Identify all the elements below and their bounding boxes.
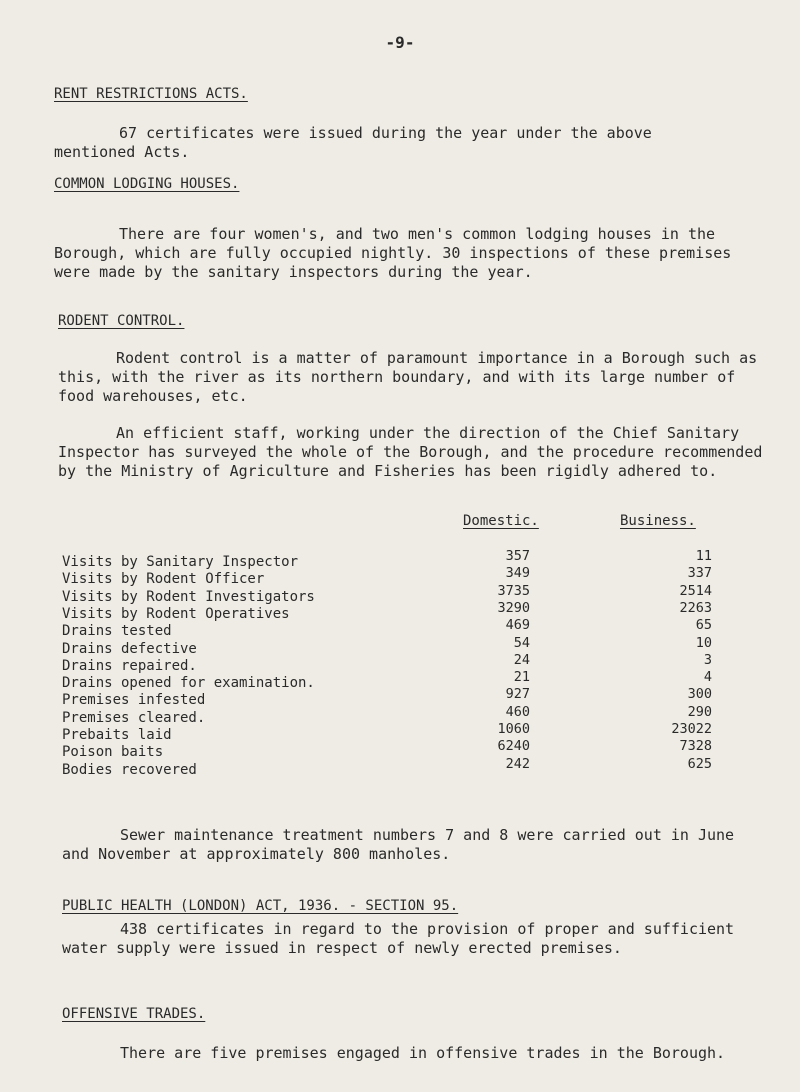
row-label: Premises cleared. — [62, 710, 206, 726]
row-label: Bodies recovered — [62, 762, 197, 778]
paragraph-public-health-act: 438 certificates in regard to the provision of proper and sufficient water supply were issued in respect of newly erected premises. — [62, 920, 735, 957]
cell-business: 2514 — [679, 583, 712, 599]
column-header-business: Business. — [620, 513, 696, 529]
cell-business: 625 — [687, 756, 712, 772]
cell-domestic: 24 — [513, 652, 530, 668]
cell-domestic: 54 — [513, 635, 530, 651]
cell-business: 3 — [703, 652, 712, 668]
heading-rodent-control: RODENT CONTROL. — [58, 313, 185, 329]
heading-offensive-trades: OFFENSIVE TRADES. — [62, 1006, 206, 1022]
heading-rent-restrictions: RENT RESTRICTIONS ACTS. — [54, 86, 248, 102]
cell-business: 4 — [703, 669, 712, 685]
row-label: Premises infested — [62, 692, 206, 708]
row-label: Poison baits — [62, 744, 164, 760]
cell-business: 337 — [687, 565, 712, 581]
cell-domestic: 242 — [505, 756, 530, 772]
cell-business: 300 — [687, 686, 712, 702]
cell-business: 290 — [687, 704, 712, 720]
paragraph-offensive-trades: There are five premises engaged in offensive trades in the Borough. — [120, 1044, 726, 1062]
paragraph-common-lodging-houses: There are four women's, and two men's common lodging houses in the Borough, which are fully occupied nightly. 30 inspections of these premises were made by the sanitary inspectors during the year. — [54, 225, 732, 281]
row-label: Drains repaired. — [62, 658, 197, 674]
cell-domestic: 21 — [513, 669, 530, 685]
row-label: Drains defective — [62, 641, 197, 657]
row-label: Visits by Sanitary Inspector — [62, 554, 299, 570]
cell-domestic: 460 — [505, 704, 530, 720]
row-label: Visits by Rodent Investigators — [62, 589, 315, 605]
cell-business: 10 — [695, 635, 712, 651]
cell-domestic: 927 — [505, 686, 530, 702]
page-number: -9- — [385, 33, 415, 52]
paragraph-rodent-control-1: Rodent control is a matter of paramount importance in a Borough such as this, with the river as its northern boundary, and with its large number of food warehouses, etc. — [58, 349, 758, 405]
row-label: Drains opened for examination. — [62, 675, 315, 691]
cell-business: 2263 — [679, 600, 712, 616]
row-label: Drains tested — [62, 623, 172, 639]
cell-domestic: 3290 — [497, 600, 530, 616]
cell-domestic: 1060 — [497, 721, 530, 737]
cell-domestic: 469 — [505, 617, 530, 633]
cell-business: 7328 — [679, 738, 712, 754]
cell-business: 11 — [695, 548, 712, 564]
cell-domestic: 357 — [505, 548, 530, 564]
heading-public-health-act: PUBLIC HEALTH (LONDON) ACT, 1936. - SECTION 95. — [62, 898, 459, 914]
paragraph-sewer-maintenance: Sewer maintenance treatment numbers 7 and 8 were carried out in June and November at approximately 800 manholes. — [62, 826, 735, 863]
row-label: Prebaits laid — [62, 727, 172, 743]
row-label: Visits by Rodent Operatives — [62, 606, 290, 622]
row-label: Visits by Rodent Officer — [62, 571, 265, 587]
cell-business: 65 — [695, 617, 712, 633]
cell-domestic: 349 — [505, 565, 530, 581]
cell-domestic: 6240 — [497, 738, 530, 754]
heading-common-lodging-houses: COMMON LODGING HOUSES. — [54, 176, 240, 192]
cell-domestic: 3735 — [497, 583, 530, 599]
cell-business: 23022 — [671, 721, 712, 737]
paragraph-rodent-control-2: An efficient staff, working under the direction of the Chief Sanitary Inspector has surveyed the whole of the Borough, and the procedure recommended by the Ministry of Agriculture and Fisheries has been rigidly adhered to. — [58, 424, 763, 480]
paragraph-rent-restrictions: 67 certificates were issued during the year under the above mentioned Acts. — [54, 124, 652, 161]
column-header-domestic: Domestic. — [463, 513, 539, 529]
